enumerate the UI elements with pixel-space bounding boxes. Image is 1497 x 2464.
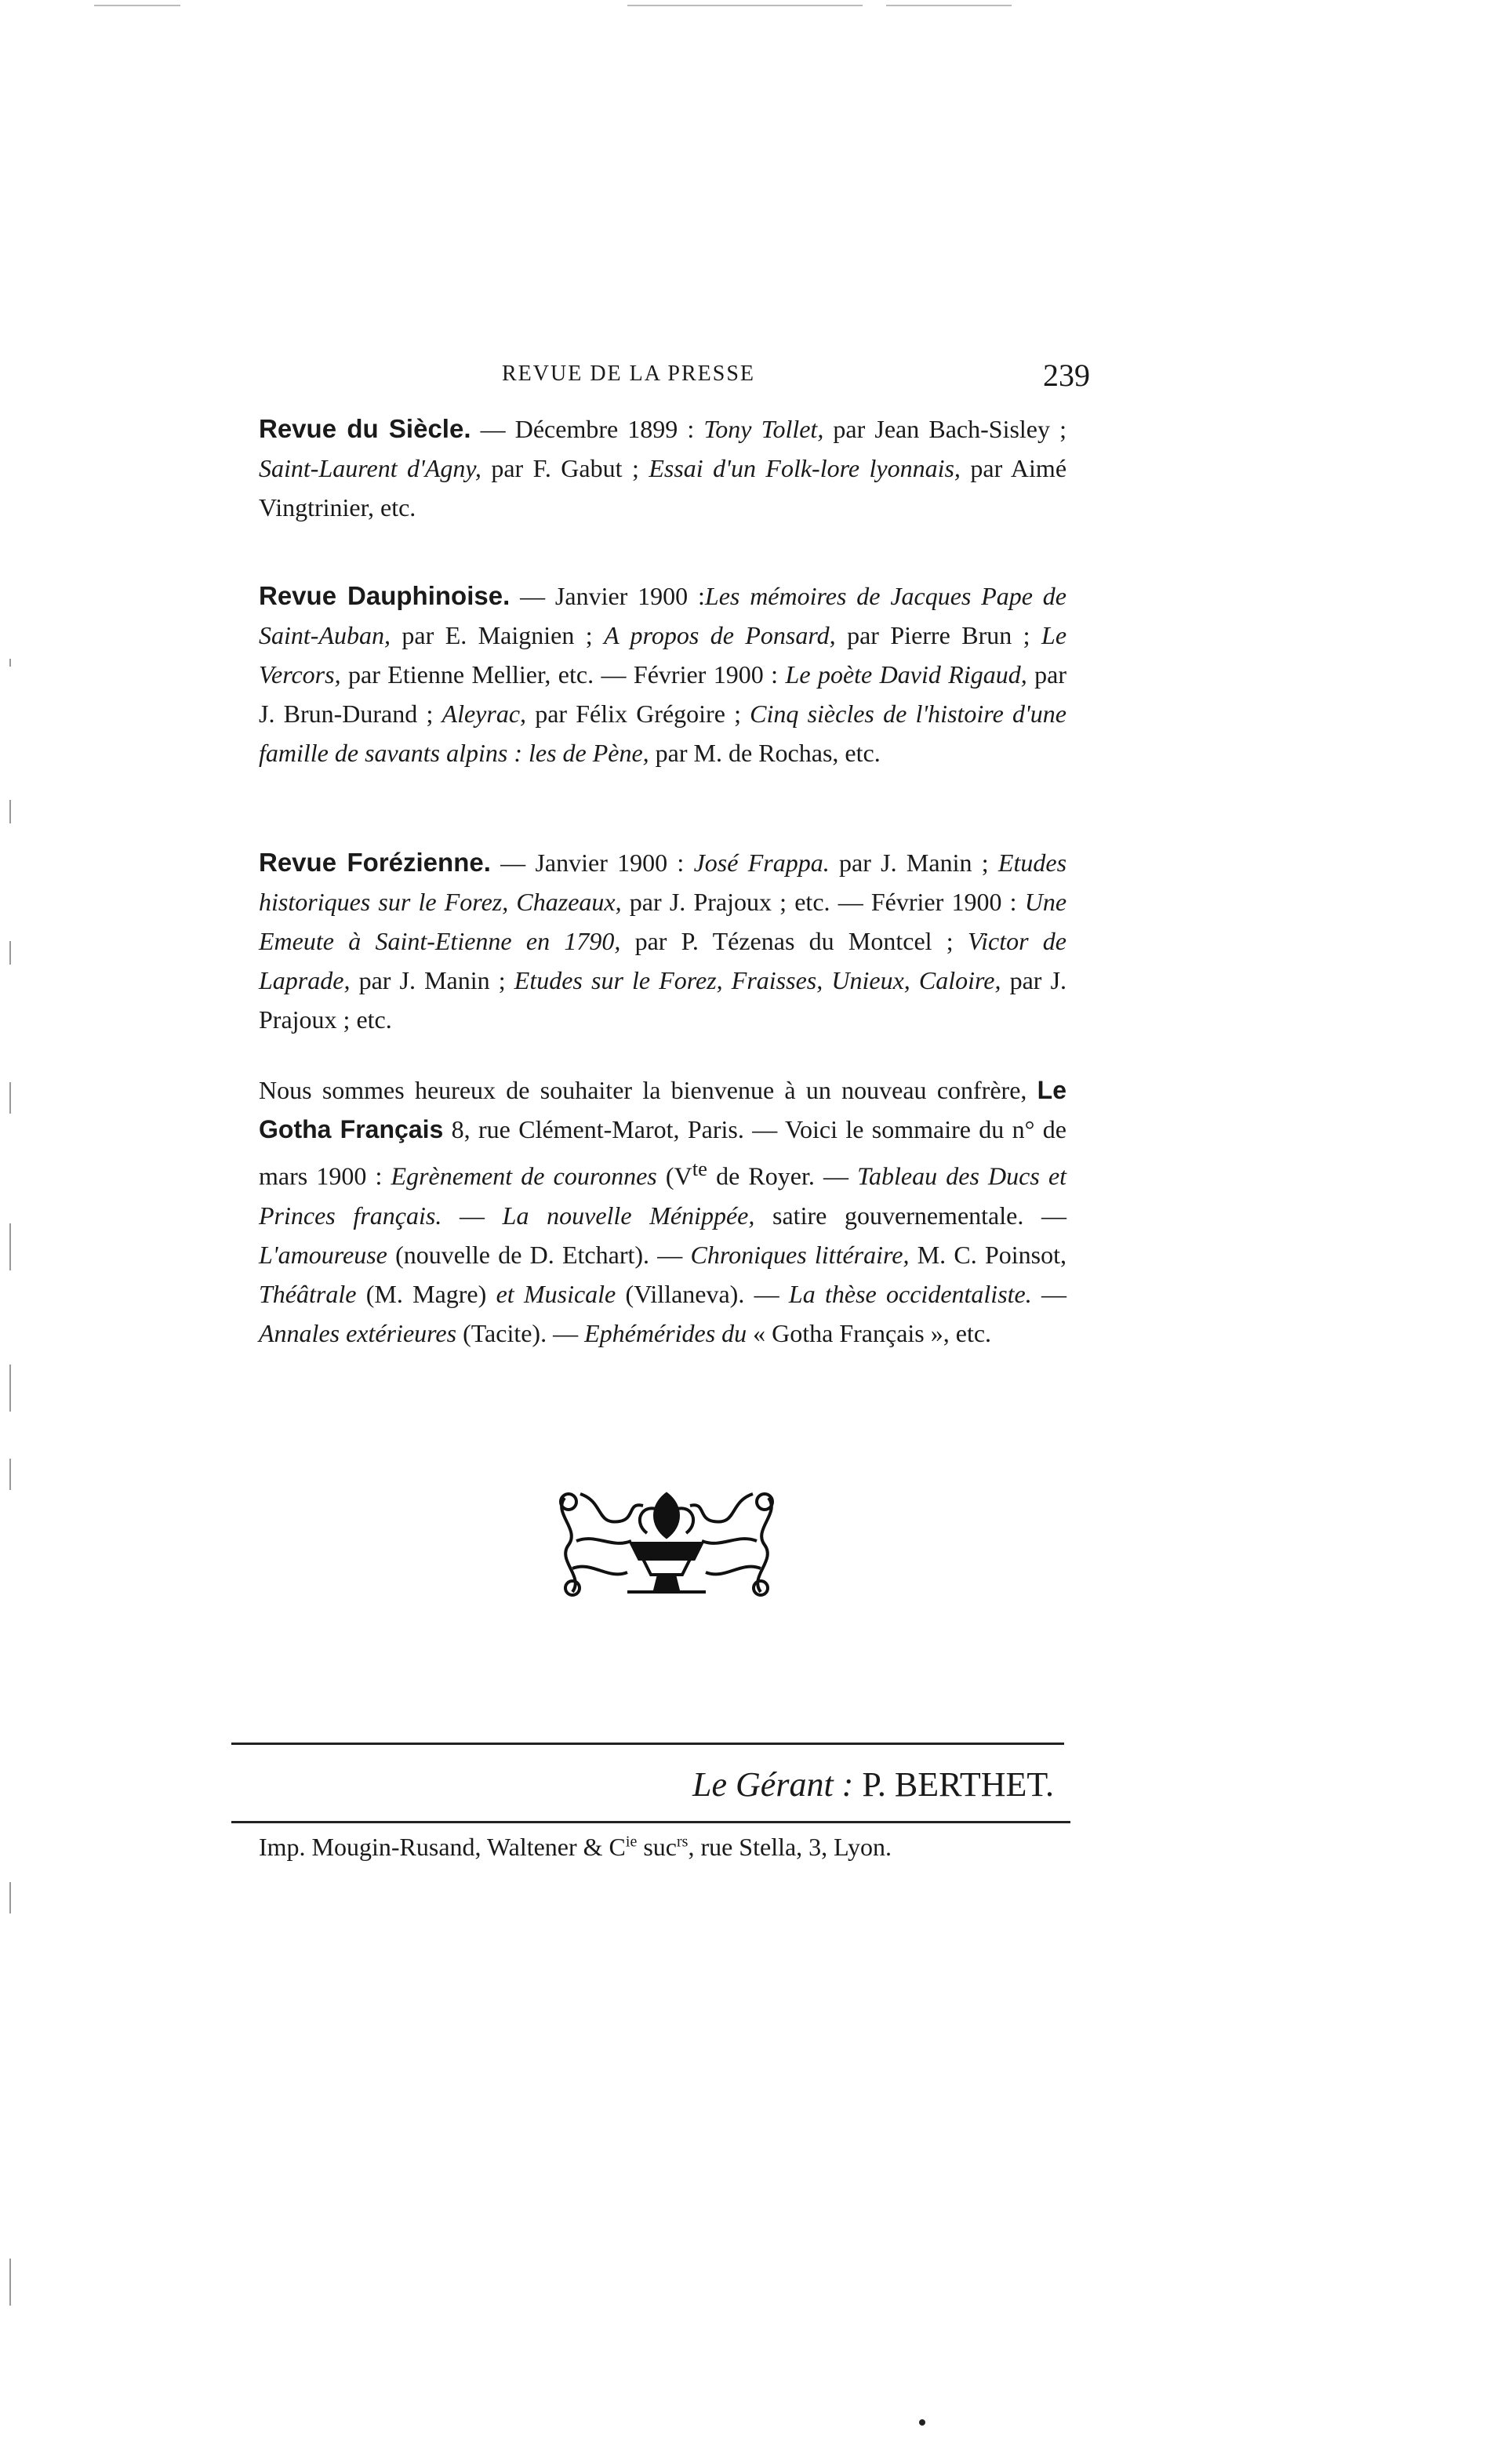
periodical-title: Revue Dauphinoise.	[259, 581, 511, 610]
text-run: (Villaneva). —	[616, 1279, 789, 1308]
printer-imprint	[259, 1833, 892, 1862]
scan-artifact	[94, 5, 180, 6]
text-run: satire gouvernementale. —	[754, 1201, 1066, 1230]
scan-artifact	[9, 941, 11, 965]
periodical-title: Revue du Siècle.	[259, 414, 471, 443]
text-run: « Gotha Français », etc.	[747, 1318, 992, 1347]
scan-artifact	[886, 5, 1012, 6]
scan-artifact	[9, 1365, 11, 1412]
article-title: Le poète David Rigaud,	[785, 660, 1027, 689]
text-run: 8, rue Clément-Marot, Paris. — Voici le sommaire du n° de mars 1900 :	[259, 1115, 1067, 1190]
text-run: — Décembre 1899 :	[471, 415, 704, 443]
text-run: (M. Magre)	[356, 1279, 496, 1308]
article-title: Etudes sur le Forez, Fraisses, Unieux, Caloire,	[514, 966, 1001, 994]
scan-artifact	[9, 659, 11, 667]
article-title: Etudes historiques sur le Forez, Chazeaux,	[259, 849, 1067, 916]
text-run: —	[1031, 1279, 1067, 1308]
scan-artifact	[9, 1082, 11, 1114]
text-run: par J. Brun-Durand ;	[259, 660, 1067, 728]
text-run: par Pierre Brun ;	[835, 621, 1042, 649]
scan-artifact	[9, 1459, 11, 1490]
article-title: Annales extérieures	[259, 1318, 457, 1347]
periodical-title: Revue Forézienne.	[259, 848, 491, 877]
article-title: Cinq siècles de l'histoire d'une famille de savants alpins : les de Pène,	[259, 700, 1067, 767]
text-run: (V	[656, 1161, 692, 1190]
text-run: — Janvier 1900 :	[510, 582, 705, 610]
text-run: Imp. Mougin-Rusand, Waltener & C	[259, 1833, 626, 1861]
article-title: Egrènement de couronnes	[391, 1161, 657, 1190]
article-title: A propos de Ponsard,	[604, 621, 836, 649]
text-run: par M. de Rochas, etc.	[649, 739, 881, 767]
article-title: Tableau des Ducs et Princes français.	[259, 1161, 1067, 1230]
ink-dot	[919, 2419, 925, 2426]
text-run: par P. Tézenas du Montcel ;	[620, 927, 968, 955]
gerant-name: P. BERTHET.	[853, 1765, 1054, 1804]
text-run: — Janvier 1900 :	[490, 849, 694, 877]
text-run: Nous sommes heureux de souhaiter la bienvenue à un nouveau confrère,	[259, 1076, 1037, 1104]
text-run: (Tacite). —	[456, 1318, 585, 1347]
article-title: Le Vercors,	[259, 621, 1067, 689]
superscript: te	[692, 1157, 707, 1180]
article-title: Ephémérides du	[584, 1318, 747, 1347]
article-title: Aleyrac,	[441, 700, 527, 728]
text-run: M. C. Poinsot,	[909, 1240, 1067, 1269]
paragraph-revue-dauphinoise	[259, 576, 1066, 772]
gerant-label: Le Gérant :	[692, 1765, 854, 1804]
divider-rule	[231, 1743, 1064, 1745]
text-run: par E. Maignien ;	[390, 621, 605, 649]
article-title: Tony Tollet,	[703, 415, 824, 443]
text-run: par J. Manin ;	[350, 966, 514, 994]
text-run: par Etienne Mellier, etc. — Février 1900 :	[340, 660, 786, 689]
scan-artifact	[9, 800, 11, 823]
scan-artifact	[9, 1882, 11, 1913]
text-run: par F. Gabut ;	[481, 454, 649, 482]
article-title: Victor de Laprade,	[259, 927, 1067, 994]
divider-rule	[231, 1821, 1070, 1823]
text-run: (nouvelle de D. Etchart). —	[387, 1240, 691, 1269]
text-run: par Félix Grégoire ;	[526, 700, 750, 728]
article-title: Une Emeute à Saint-Etienne en 1790,	[259, 888, 1067, 955]
article-title: La thèse occidentaliste.	[788, 1279, 1032, 1308]
paragraph-revue-du-siecle	[259, 409, 1066, 527]
paragraph-gotha-francais	[259, 1070, 1066, 1353]
text-run: , rue Stella, 3, Lyon.	[688, 1833, 892, 1861]
periodical-title: Le Gotha Français	[259, 1076, 1066, 1143]
text-run: —	[441, 1201, 503, 1230]
text-run: par Jean Bach-Sisley ;	[823, 415, 1066, 443]
paragraph-revue-forezienne	[259, 843, 1066, 1039]
text-run: par J. Prajoux ; etc. — Février 1900 :	[621, 888, 1025, 916]
vignette-vase-ornament-icon	[549, 1482, 784, 1600]
page-number: 239	[1043, 358, 1090, 393]
article-title: Les mémoires de Jacques Pape de Saint-Auban,	[259, 582, 1067, 649]
article-title: José Frappa.	[693, 849, 830, 877]
article-title: L'amoureuse	[259, 1240, 387, 1269]
scan-artifact	[627, 5, 863, 6]
vignette-vase-ornament-icon	[549, 1482, 784, 1600]
text-run: suc	[637, 1833, 677, 1861]
text-run: de Royer. —	[707, 1161, 858, 1190]
text-run: par Aimé Vingtrinier, etc.	[259, 454, 1067, 522]
superscript: rs	[676, 1833, 689, 1851]
text-run: par J. Manin ;	[829, 849, 998, 877]
text-run: par J. Prajoux ; etc.	[259, 966, 1067, 1034]
article-title: Chroniques littéraire,	[690, 1240, 910, 1269]
running-head	[259, 357, 1090, 404]
running-title: REVUE DE LA PRESSE	[502, 362, 756, 386]
article-title: Théâtrale	[259, 1279, 357, 1308]
article-title: Essai d'un Folk-lore lyonnais,	[649, 454, 961, 482]
gerant-line	[692, 1764, 1054, 1804]
article-title: et Musicale	[496, 1279, 616, 1308]
article-title: Saint-Laurent d'Agny,	[259, 454, 481, 482]
article-title: La nouvelle Ménippée,	[502, 1201, 755, 1230]
scan-artifact	[9, 2259, 11, 2306]
scan-artifact	[9, 1223, 11, 1270]
superscript: ie	[625, 1833, 638, 1851]
